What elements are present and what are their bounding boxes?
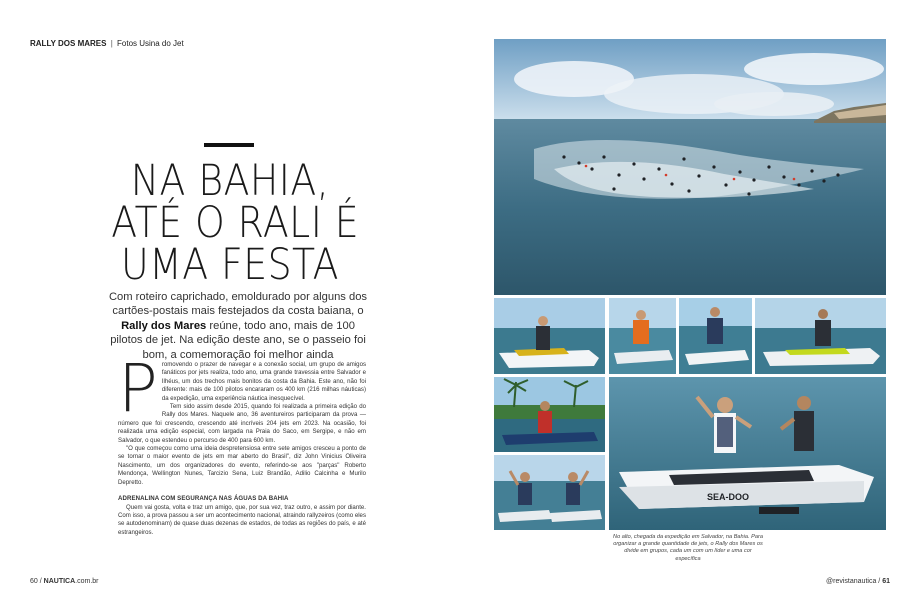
- section-name: RALLY DOS MARES: [30, 39, 107, 48]
- paragraph-2: Tem sido assim desde 2015, quando foi realizada a primeira edição do Rally dos Mares. Naquele ano, 36 aventureiros participaram da prova — número que foi crescendo, crescendo até incríveis 204 jets em 2023. Na ocasião, foi realizada uma edição especial, com largada na Praia do Saco, em Sergipe, e não em Salvador, o que estendeu o percurso de 400 para 600 km.: [118, 403, 366, 444]
- folio-right: [826, 578, 890, 585]
- folio-separator: /: [39, 578, 42, 585]
- headline-line-3: UMA FESTA: [121, 240, 339, 290]
- social-handle: @revistanautica: [826, 578, 877, 585]
- section-header: [30, 39, 184, 48]
- lede-text-before: Com roteiro caprichado, emoldurado por alguns dos cartões-postais mais festejados da costa baiana, o: [108, 291, 368, 318]
- folio-separator-right: /: [878, 578, 881, 585]
- paragraph-1: romovendo o prazer de navegar e a conexão social, um grupo de amigos fanáticos por jets realiza, todo ano, uma grande travessia entre Salvador e Ilhéus, um dos trechos mais bonitos da costa da Bahia. Este ano, não foi diferente: mais de 100 pilotos encararam os 400 km (216 milhas náuticas) da expedição, uma experiência náutica inesquecível.: [161, 361, 366, 402]
- jet-hull-brand: SEA-DOO: [707, 492, 750, 502]
- headline: [95, 156, 365, 290]
- paragraph-3: "O que começou como uma ideia despretensiosa entre sete amigos cresceu a ponto de se tornar o maior evento de jets em mar aberto do Brasil", diz John Vinicius Oliveira Nascimento, um dos organizadores do evento, referindo-se aos "parças" Roberto Mendonça, Wellington Nunes, Tarcizio Sena, Luiz Brandão, Adilio Calcinha e Murilo Depretto.: [118, 445, 366, 486]
- drop-cap: P: [118, 350, 158, 427]
- article-body: [118, 350, 366, 537]
- brand-domain: .com.br: [75, 578, 99, 585]
- paragraph-4: Quem vai gosta, volta e traz um amigo, que, por sua vez, traz outro, e assim por diante. Com isso, a prova passou a ser um acontecimento nacional, atraindo rallyzeiros (como eles se autodenominam) de quase duas dezenas de estados, de todas as regiões do país, e até estrangeiros.: [118, 503, 366, 536]
- page-number-right: 61: [882, 578, 890, 585]
- headline-line-1: NA BAHIA,: [130, 156, 330, 206]
- right-page: [460, 0, 920, 613]
- section-separator: |: [110, 39, 113, 48]
- title-rule: [204, 143, 254, 147]
- brand-name: NAUTICA: [43, 578, 76, 585]
- headline-line-2: ATÉ O RALI É: [111, 198, 360, 248]
- lede-highlight: Rally dos Mares: [121, 319, 207, 332]
- page-number-left: 60: [30, 578, 38, 585]
- photo-caption: No alto, chegada da expedição em Salvador, na Bahia. Para organizar a grande quantidade de jets, o Rally dos Mares os divide em grupos, cada um com um líder e uma cor específica: [613, 534, 763, 562]
- folio-left: [30, 578, 99, 585]
- lede-text-after: reúne, todo ano, mais de 100 pilotos de jet. Na edição deste ano, se o passeio foi bom, a comemoração foi melhor ainda: [110, 319, 366, 361]
- photo-credit: Fotos Usina do Jet: [117, 39, 184, 48]
- article-subhead: ADRENALINA COM SEGURANÇA NAS ÁGUAS DA BAHIA: [118, 495, 289, 503]
